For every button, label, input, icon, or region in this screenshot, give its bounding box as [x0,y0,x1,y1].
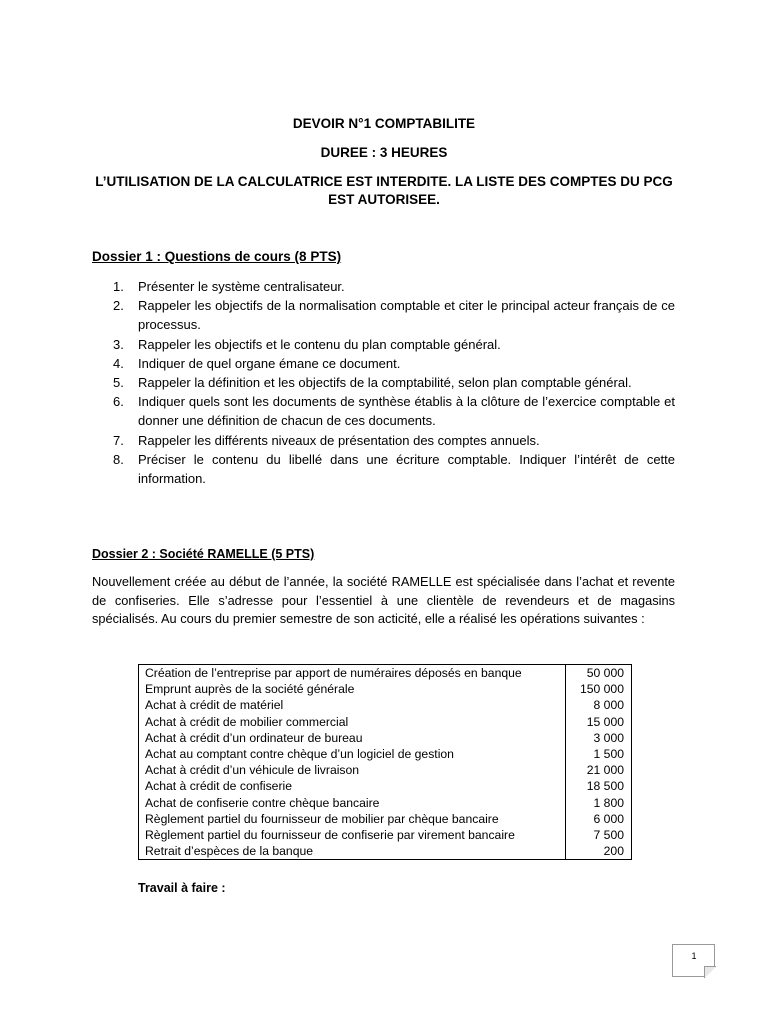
operation-amount: 15 000 [566,714,632,730]
operation-label: Achat à crédit de confiserie [145,779,293,794]
page-number: 1 [691,951,697,961]
operation-amount: 21 000 [566,762,632,778]
operation-amount: 1 800 [566,795,632,811]
table-row [139,795,632,811]
table-row [139,843,632,860]
document-title: DEVOIR N°1 COMPTABILITE [292,116,476,131]
operation-amount: 8 000 [566,697,632,713]
question-item [92,335,675,354]
question-item [92,354,675,373]
page-number-box [672,944,715,977]
question-text: Préciser le contenu du libellé dans une écriture comptable. Indiquer l’intérêt de cette information. [138,451,675,487]
table-row [139,714,632,730]
questions-list [92,277,675,488]
operations-table [138,664,632,860]
operation-label: Retrait d’espèces de la banque [145,844,314,859]
operation-label: Règlement partiel du fournisseur de mobilier par chèque bancaire [145,811,499,826]
question-text: Rappeler les différents niveaux de présentation des comptes annuels. [138,432,540,448]
page-corner-fold-icon [704,966,716,978]
duration-line: DUREE : 3 HEURES [320,145,448,160]
table-row [139,746,632,762]
operation-label: Achat à crédit d’un véhicule de livraison [145,763,360,778]
question-text: Indiquer quels sont les documents de synthèse établis à la clôture de l’exercice comptable et donner une définition de chacun de ces documents. [138,394,675,429]
table-row [139,730,632,746]
operation-label: Création de l’entreprise par apport de numéraires déposés en banque [145,666,522,680]
question-number: 6. [113,394,124,410]
question-item [92,431,675,450]
question-item [92,392,675,430]
question-text: Rappeler les objectifs de la normalisation comptable et citer le principal acteur français de ce processus. [138,298,675,333]
table-row [139,681,632,697]
question-number: 4. [113,355,124,371]
table-row [139,762,632,778]
operation-amount: 1 500 [566,746,632,762]
question-item [92,296,675,334]
table-row [139,697,632,713]
operation-amount: 18 500 [566,778,632,794]
question-text: Indiquer de quel organe émane ce document. [138,355,401,371]
operation-label: Emprunt auprès de la société générale [145,682,355,697]
question-item [92,277,675,296]
task-label: Travail à faire : [138,881,226,895]
question-item [92,450,675,488]
operation-amount: 50 000 [566,665,632,682]
question-text: Rappeler la définition et les objectifs de la comptabilité, selon plan comptable général. [138,375,632,391]
operation-label: Achat à crédit de mobilier commercial [145,714,349,729]
operation-amount: 6 000 [566,811,632,827]
operation-label: Achat de confiserie contre chèque bancaire [145,795,380,810]
question-text: Présenter le système centralisateur. [138,279,345,294]
instructions-line: L’UTILISATION DE LA CALCULATRICE EST INTERDITE. LA LISTE DES COMPTES DU PCG EST AUTORISEE. [95,174,673,207]
question-item [92,373,675,392]
question-number: 1. [113,279,124,294]
operation-label: Achat à crédit de matériel [145,698,284,713]
question-text: Rappeler les objectifs et le contenu du plan comptable général. [138,336,501,352]
operation-amount: 3 000 [566,730,632,746]
table-row [139,778,632,794]
dossier1-heading: Dossier 1 : Questions de cours (8 PTS) [92,249,342,264]
operation-amount: 7 500 [566,827,632,843]
question-number: 7. [113,432,124,448]
operation-amount: 200 [566,843,632,860]
table-row [139,665,632,682]
operation-label: Règlement partiel du fournisseur de confiserie par virement bancaire [145,828,515,843]
table-row [139,827,632,843]
table-row [139,811,632,827]
dossier2-intro: Nouvellement créée au début de l’année, la société RAMELLE est spécialisée dans l’achat et revente de confiseries. Elle s’adresse pour l’essentiel à une clientèle de revendeurs et de magasins spécialisés. Au cours du premier semestre de son acticité, elle a réalisé les opérations suivantes : [92,574,675,627]
dossier2-heading: Dossier 2 : Société RAMELLE (5 PTS) [92,547,315,561]
operation-amount: 150 000 [566,681,632,697]
question-number: 8. [113,451,124,467]
question-number: 2. [113,298,124,314]
operation-label: Achat à crédit d’un ordinateur de bureau [145,730,363,745]
operation-label: Achat au comptant contre chèque d’un logiciel de gestion [145,747,454,762]
question-number: 5. [113,375,124,391]
question-number: 3. [113,336,124,352]
